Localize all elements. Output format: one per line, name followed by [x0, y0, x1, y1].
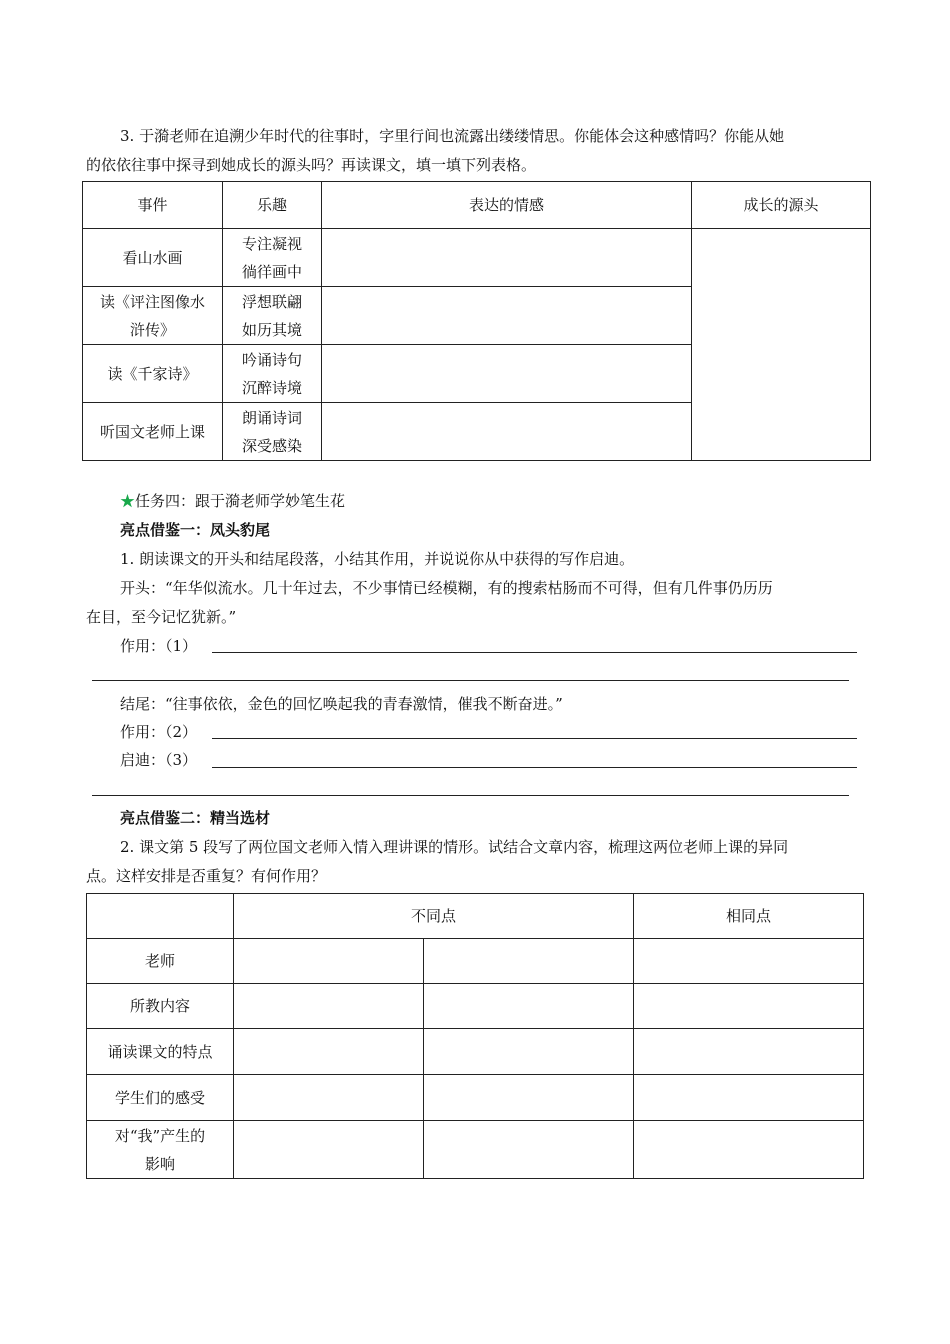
row-label: 老师 [87, 939, 234, 984]
answer-cell[interactable] [234, 939, 424, 984]
emotion-answer-cell[interactable] [322, 345, 692, 403]
table-row [87, 1029, 864, 1075]
table2-header-blank [87, 894, 234, 939]
row-label: 诵读课文的特点 [87, 1029, 234, 1075]
answer-cell[interactable] [234, 1121, 424, 1179]
q3-line1: 3. 于漪老师在追溯少年时代的往事时，字里行间也流露出缕缕情思。你能体会这种感情吗？你能从她 [120, 127, 785, 145]
table-row [87, 984, 864, 1029]
table-row [87, 939, 864, 984]
answer-cell[interactable] [234, 1075, 424, 1121]
answer-cell[interactable] [234, 1029, 424, 1075]
q1-text: 1. 朗读课文的开头和结尾段落，小结其作用，并说说你从中获得的写作启迪。 [120, 550, 635, 568]
table1-header-fun: 乐趣 [223, 182, 322, 229]
fun-cell: 专注凝视 徜徉画中 [223, 229, 322, 287]
inspire3-answer-line2[interactable] [92, 795, 849, 796]
table1-header-event: 事件 [83, 182, 223, 229]
answer-cell[interactable] [634, 984, 864, 1029]
opening-line1: 开头：“年华似流水。几十年过去，不少事情已经模糊，有的搜索枯肠而不可得，但有几件事仍历历 [120, 579, 773, 597]
answer-cell[interactable] [424, 1075, 634, 1121]
task4-heading: ★任务四：跟于漪老师学妙笔生花 [120, 492, 346, 510]
table1-header-source: 成长的源头 [692, 182, 871, 229]
growth-source-table [82, 181, 871, 461]
table2-header-row [87, 894, 864, 939]
event-cell: 读《千家诗》 [83, 345, 223, 403]
answer-cell[interactable] [234, 984, 424, 1029]
table2-header-difference: 不同点 [234, 894, 634, 939]
answer-cell[interactable] [634, 939, 864, 984]
row-label: 所教内容 [87, 984, 234, 1029]
answer-cell[interactable] [634, 1029, 864, 1075]
table-row [83, 229, 871, 287]
row-label: 学生们的感受 [87, 1075, 234, 1121]
ending-line: 结尾：“往事依依，金色的回忆唤起我的青春激情，催我不断奋进。” [120, 695, 563, 713]
q2-line2: 点。这样安排是否重复？有何作用？ [86, 867, 327, 885]
event-cell: 看山水画 [83, 229, 223, 287]
answer-cell[interactable] [634, 1121, 864, 1179]
highlight2-heading: 亮点借鉴二：精当选材 [120, 809, 271, 827]
inspire3-label: 启迪：（3） [120, 751, 198, 769]
fun-cell: 吟诵诗句 沉醉诗境 [223, 345, 322, 403]
fun-cell: 浮想联翩 如历其境 [223, 287, 322, 345]
table2-header-similarity: 相同点 [634, 894, 864, 939]
answer-cell[interactable] [424, 1029, 634, 1075]
highlight1-heading: 亮点借鉴一：凤头豹尾 [120, 521, 271, 539]
table1-header-emotion: 表达的情感 [322, 182, 692, 229]
q2-line1: 2. 课文第 5 段写了两位国文老师入情入理讲课的情形。试结合文章内容，梳理这两位老师上课的异同 [120, 838, 789, 856]
emotion-answer-cell[interactable] [322, 403, 692, 461]
role2-answer-line[interactable] [212, 738, 857, 739]
opening-line2: 在目，至今记忆犹新。” [86, 608, 237, 626]
table-row [87, 1121, 864, 1179]
answer-cell[interactable] [424, 1121, 634, 1179]
teacher-comparison-table [86, 893, 864, 1179]
fun-cell: 朗诵诗词 深受感染 [223, 403, 322, 461]
table1-header-row [83, 182, 871, 229]
role1-label: 作用：（1） [120, 637, 198, 655]
row-label: 对“我”产生的 影响 [87, 1121, 234, 1179]
emotion-answer-cell[interactable] [322, 229, 692, 287]
answer-cell[interactable] [424, 939, 634, 984]
answer-cell[interactable] [634, 1075, 864, 1121]
star-icon: ★ [120, 492, 136, 510]
growth-source-answer-cell[interactable] [692, 229, 871, 461]
event-cell: 听国文老师上课 [83, 403, 223, 461]
table-row [87, 1075, 864, 1121]
role2-label: 作用：（2） [120, 723, 198, 741]
inspire3-answer-line[interactable] [212, 767, 857, 768]
event-cell: 读《评注图像水 浒传》 [83, 287, 223, 345]
role1-answer-line2[interactable] [92, 680, 849, 681]
emotion-answer-cell[interactable] [322, 287, 692, 345]
q3-line2: 的依依往事中探寻到她成长的源头吗？再读课文，填一填下列表格。 [86, 156, 537, 174]
role1-answer-line[interactable] [212, 652, 857, 653]
answer-cell[interactable] [424, 984, 634, 1029]
